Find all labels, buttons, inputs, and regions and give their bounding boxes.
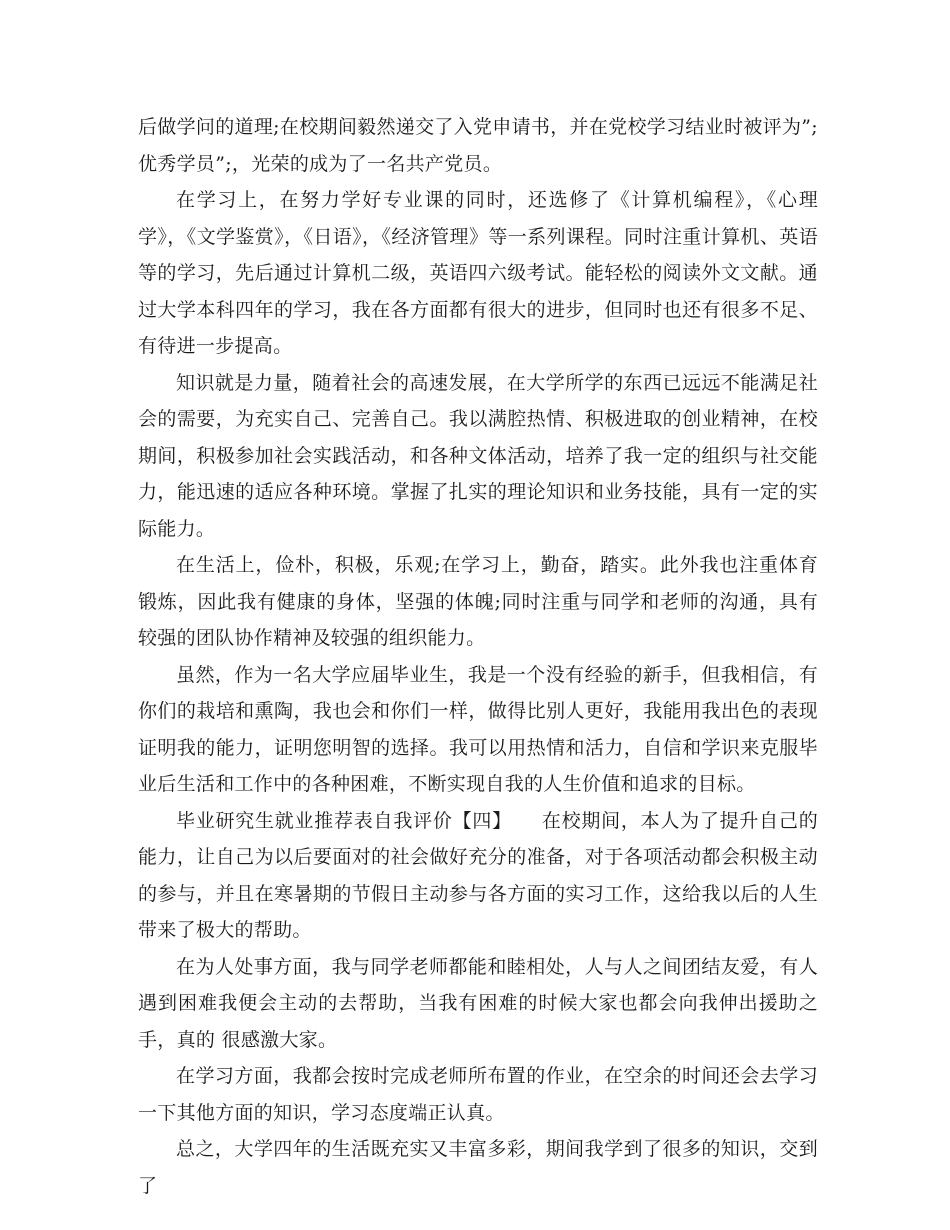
paragraph: 在生活上，俭朴，积极，乐观;在学习上，勤奋，踏实。此外我也注重体育锻炼，因此我有健康的身体，坚强的体魄;同时注重与同学和老师的沟通，具有较强的团队协作精神及较强的组织能力。 (138, 554, 818, 649)
paragraph: 在为人处事方面，我与同学老师都能和睦相处，人与人之间团结友爱，有人遇到困难我便会主动的去帮助，当我有困难的时候大家也都会向我伸出援助之手，真的 很感激大家。 (138, 955, 818, 1051)
paragraph: 在学习方面，我都会按时完成老师所布置的作业，在空余的时间还会去学习一下其他方面的知识，学习态度端正认真。 (138, 1065, 818, 1124)
paragraph: 虽然，作为一名大学应届毕业生，我是一个没有经验的新手，但我相信，有你们的栽培和熏陶，我也会和你们一样，做得比别人更好，我能用我出色的表现证明我的能力，证明您明智的选择。我可以用热情和活力，自信和学识来克服毕业后生活和工作中的各种困难，不断实现自我的人生价值和追求的目标。 (138, 663, 818, 795)
paragraph: 总之，大学四年的生活既充实又丰富多彩，期间我学到了很多的知识，交到了 (138, 1138, 818, 1197)
paragraph: 在学习上，在努力学好专业课的同时，还选修了《计算机编程》，《心理学》，《文学鉴赏》，《日语》，《经济管理》等一系列课程。同时注重计算机、英语等的学习，先后通过计算机二级，英语四六级考试。能轻松的阅读外文文献。通过大学本科四年的学习，我在各方面都有很大的进步，但同时也还有很多不足、有待进一步提高。 (138, 189, 818, 357)
document-body (138, 109, 818, 1204)
paragraph: 知识就是力量，随着社会的高速发展，在大学所学的东西已远远不能满足社会的需要，为充实自己、完善自己。我以满腔热情、积极进取的创业精神，在校期间，积极参加社会实践活动，和各种文体活动，培养了我一定的组织与社交能力，能迅速的适应各种环境。掌握了扎实的理论知识和业务技能，具有一定的实际能力。 (138, 371, 818, 540)
paragraph: 后做学问的道理;在校期间毅然递交了入党申请书，并在党校学习结业时被评为”;优秀学员”;，光荣的成为了一名共产党员。 (138, 116, 818, 175)
section-heading-paragraph: 毕业研究生就业推荐表自我评价【四】 在校期间，本人为了提升自己的能力，让自己为以后要面对的社会做好充分的准备，对于各项活动都会积极主动的参与，并且在寒暑期的节假日主动参与各方面的实习工作，这给我以后的人生带来了极大的帮助。 (138, 809, 818, 941)
